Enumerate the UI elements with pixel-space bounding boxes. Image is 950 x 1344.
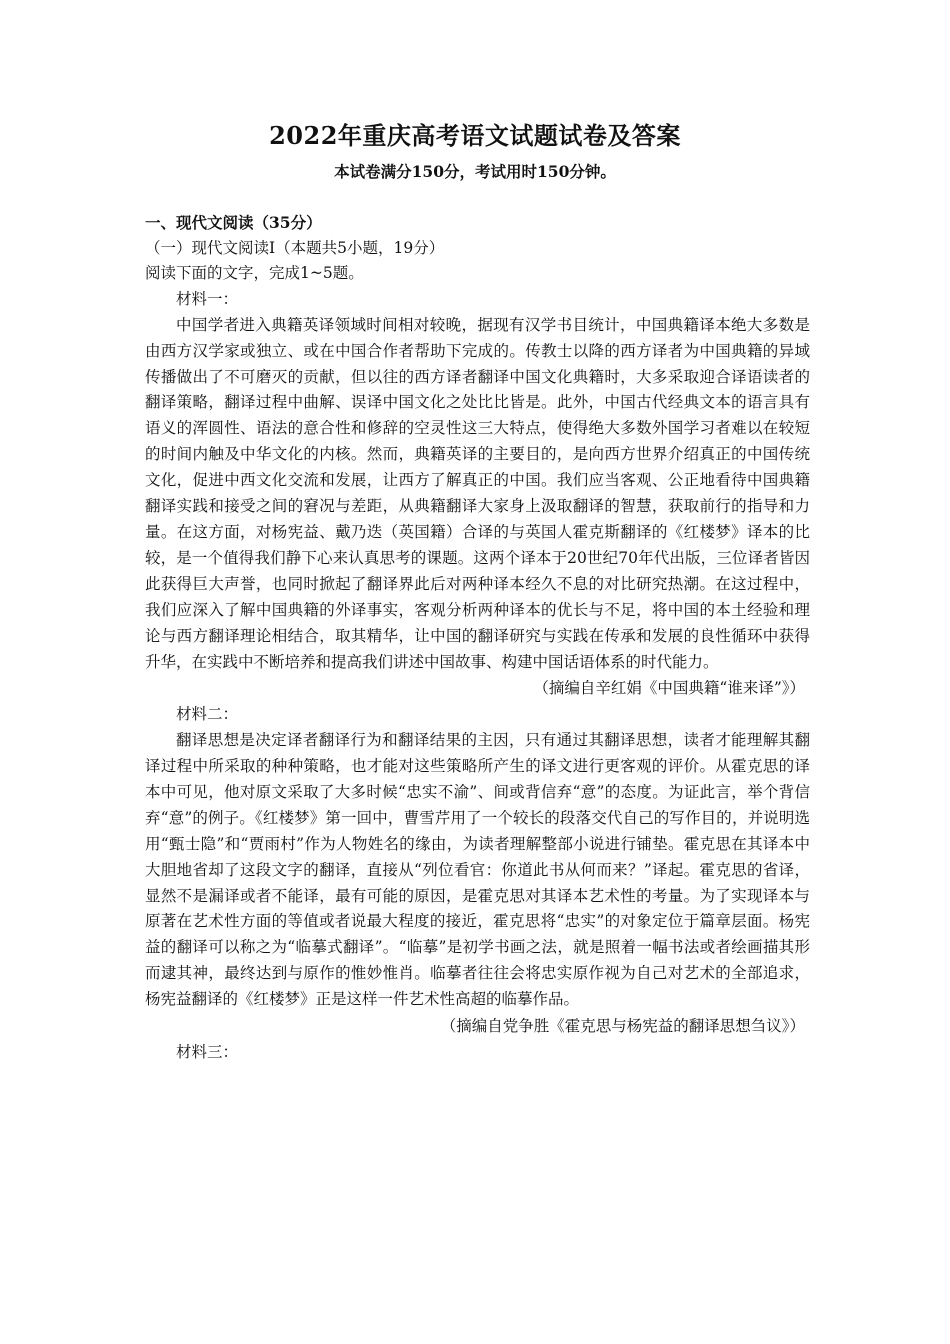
material-3-label: 材料三： — [176, 1043, 239, 1062]
material-2-source: （摘编自党争胜《霍克思与杨宪益的翻译思想刍议》） — [440, 1017, 805, 1036]
document-body — [145, 210, 810, 1066]
document-title: 2022年重庆高考语文试题试卷及答案 — [269, 121, 681, 150]
material-2-label: 材料二： — [176, 705, 239, 724]
material-2-text: 翻译思想是决定译者翻译行为和翻译结果的主因，只有通过其翻译思想，读者才能理解其翻译过程中所采取的种种策略，也才能对这些策略所产生的译文进行更客观的评价。从霍克思的译本中可见，他对原文采取了大多时候“忠实不渝”、间或背信弃“意”的态度。为证此言，举个背信弃“意”的例子。《红楼梦》第一回中，曹雪芹用了一个较长的段落交代自己的写作目的，并说明选用“甄士隐”和“贾雨村”作为人物姓名的缘由，为读者理解整部小说进行铺垫。霍克思在其译本中大胆地省却了这段文字的翻译，直接从“列位看官：你道此书从何而来？”译起。霍克思的省译，显然不是漏译或者不能译，最有可能的原因，是霍克思对其译本艺术性的考量。为了实现译本与原著在艺术性方面的等值或者说最大程度的接近，霍克思将“忠实”的对象定位于篇章层面。杨宪益的翻译可以称之为“临摹式翻译”。“临摹”是初学书画之法，就是照着一幅书法或者绘画描其形而逮其神，最终达到与原作的惟妙惟肖。临摹者往往会将忠实原作视为自己对艺术的全部追求，杨宪益翻译的《红楼梦》正是这样一件艺术性高超的临摹作品。 — [145, 731, 810, 1009]
section-heading: 一、现代文阅读（35分） — [145, 213, 322, 232]
document-subtitle: 本试卷满分150分，考试用时150分钟。 — [334, 162, 616, 181]
material-1-source: （摘编自辛红娟《中国典籍“谁来译”》） — [533, 679, 805, 698]
material-1-label: 材料一： — [176, 290, 239, 309]
material-1-text: 中国学者进入典籍英译领域时间相对较晚，据现有汉学书目统计，中国典籍译本绝大多数是由西方汉学家或独立、或在中国合作者帮助下完成的。传教士以降的西方译者为中国典籍的异域传播做出了不可磨灭的贡献，但以往的西方译者翻译中国文化典籍时，大多采取迎合译语读者的翻译策略，翻译过程中曲解、误译中国文化之处比比皆是。此外，中国古代经典文本的语言具有语义的浑圆性、语法的意合性和修辞的空灵性这三大特点，使得绝大多数外国学习者难以在较短的时间内触及中华文化的内核。然而，典籍英译的主要目的，是向西方世界介绍真正的中国传统文化，促进中西文化交流和发展，让西方了解真正的中国。我们应当客观、公正地看待中国典籍翻译实践和接受之间的窘况与差距，从典籍翻译大家身上汲取翻译的智慧，获取前行的指导和力量。在这方面，对杨宪益、戴乃迭（英国籍）合译的与英国人霍克斯翻译的《红楼梦》译本的比较，是一个值得我们静下心来认真思考的课题。这两个译本于20世纪70年代出版，三位译者皆因此获得巨大声誉，也同时掀起了翻译界此后对两种译本经久不息的对比研究热潮。在这过程中，我们应深入了解中国典籍的外译事实，客观分析两种译本的优长与不足，将中国的本土经验和理论与西方翻译理论相结合，取其精华，让中国的翻译研究与实践在传承和发展的良性循环中获得升华，在实践中不断培养和提高我们讲述中国故事、构建中国话语体系的时代能力。 — [145, 315, 810, 671]
reading-instruction: 阅读下面的文字，完成1~5题。 — [145, 264, 364, 283]
subsection-heading: （一）现代文阅读Ⅰ（本题共5小题，19分） — [145, 238, 445, 257]
